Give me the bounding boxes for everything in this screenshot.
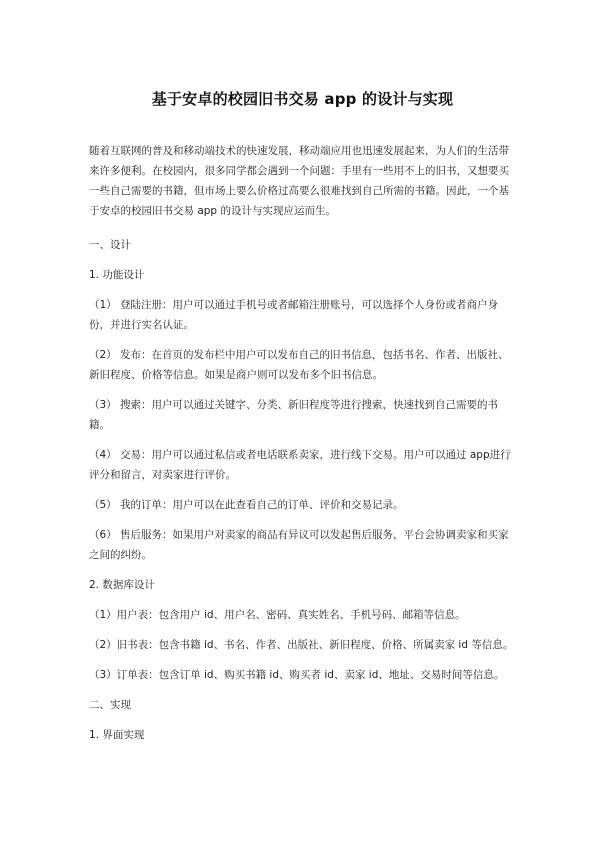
feature-search: （3） 搜索：用户可以通过关键字、分类、新旧程度等进行搜索，快速找到自己需要的书籍。 (89, 399, 499, 431)
table-books: （2）旧书表：包含书籍 id、书名、作者、出版社、新旧程度、价格、所属卖家 id 等信息。 (89, 639, 514, 651)
document-title: 基于安卓的校园旧书交易 app 的设计与实现 (151, 90, 454, 108)
subsection-heading-ui-implementation: 1. 界面实现 (89, 729, 145, 741)
feature-after-sales: （6） 售后服务：如果用户对卖家的商品有异议可以发起售后服务，平台会协调卖家和买家之间的纠纷。 (89, 529, 509, 561)
table-orders: （3）订单表：包含订单 id、购买书籍 id、购买者 id、卖家 id、地址、交易时间等信息。 (89, 669, 505, 681)
feature-login-register: （1） 登陆注册：用户可以通过手机号或者邮箱注册账号，可以选择个人身份或者商户身份，并进行实名认证。 (89, 299, 499, 331)
section-heading-design: 一、设计 (89, 239, 131, 251)
table-users: （1）用户表：包含用户 id、用户名、密码、真实姓名、手机号码、邮箱等信息。 (89, 609, 466, 621)
feature-trade: （4） 交易：用户可以通过私信或者电话联系卖家，进行线下交易。用户可以通过 app进行评分和留言，对卖家进行评价。 (89, 449, 511, 481)
section-heading-implementation: 二、实现 (89, 699, 131, 711)
subsection-heading-database-design: 2. 数据库设计 (89, 579, 155, 591)
subsection-heading-function-design: 1. 功能设计 (89, 269, 145, 281)
feature-my-orders: （5） 我的订单：用户可以在此查看自己的订单、评价和交易记录。 (89, 499, 404, 511)
intro-paragraph: 随着互联网的普及和移动端技术的快速发展，移动端应用也迅速发展起来，为人们的生活带来许多便利。在校园内，很多同学都会遇到一个问题：手里有一些用不上的旧书，又想要买一些自己需要的书籍，但市场上要么价格过高要么很难找到自己所需的书籍。因此，一个基于安卓的校园旧书交易 app 的设计与实现应运而生。 (89, 145, 509, 217)
feature-publish: （2） 发布：在首页的发布栏中用户可以发布自己的旧书信息，包括书名、作者、出版社、新旧程度、价格等信息。如果是商户则可以发布多个旧书信息。 (89, 349, 509, 381)
